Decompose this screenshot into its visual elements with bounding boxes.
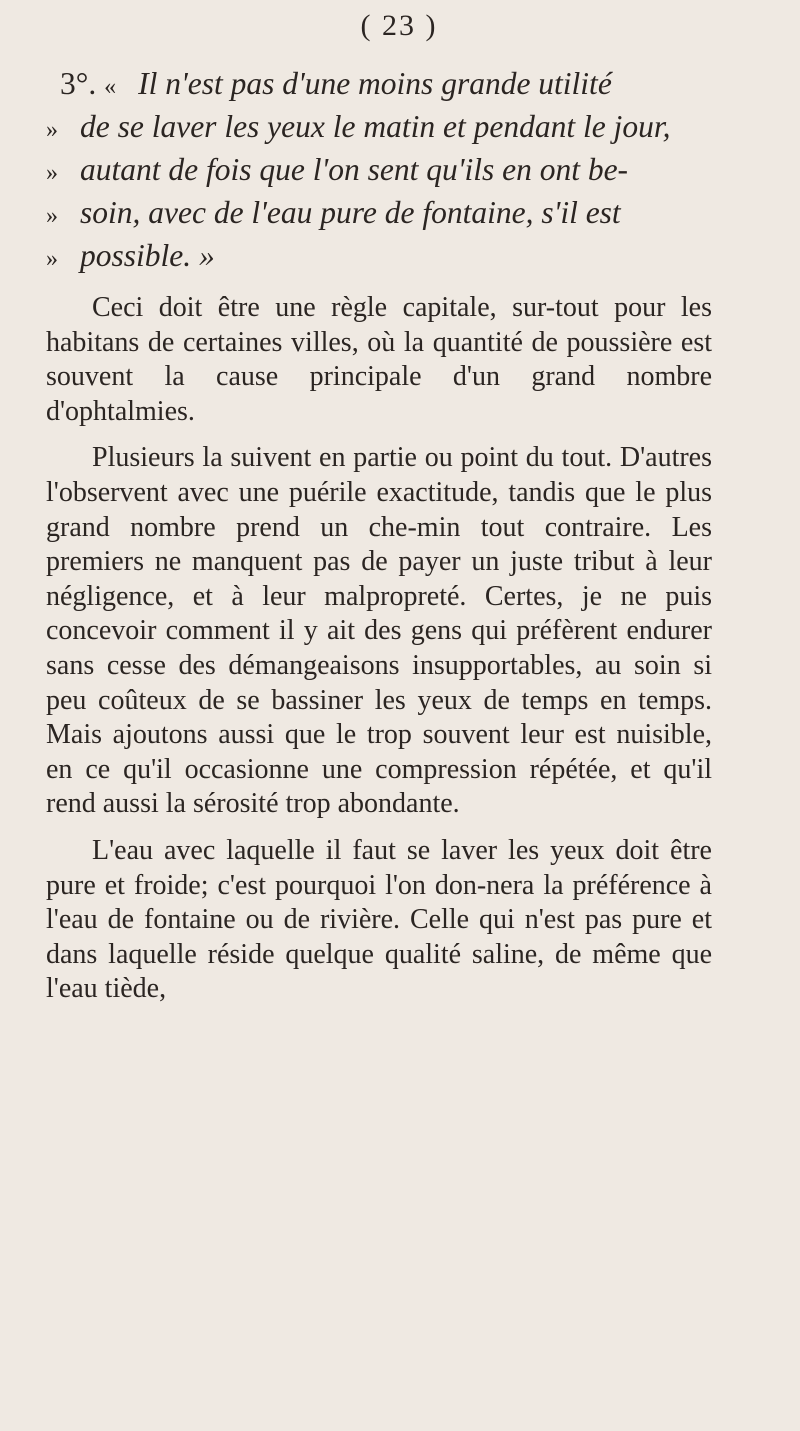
quote-mark: » — [46, 160, 58, 186]
quote-line — [46, 193, 712, 236]
quoted-passage — [46, 64, 712, 279]
quote-mark: » — [46, 246, 58, 272]
paragraph: L'eau avec laquelle il faut se laver les yeux doit être pure et froide; c'est pourquoi l'on don-nera la préférence à l'eau de fontaine ou de rivière. Celle qui n'est pas pure et dans laquelle réside quelque qualité saline, de même que l'eau tiède, — [46, 834, 712, 1005]
quote-text: possible. » — [80, 238, 215, 273]
quote-mark: « — [104, 74, 117, 100]
quote-mark: » — [46, 203, 58, 229]
quote-line — [46, 150, 712, 193]
quote-line — [46, 64, 712, 107]
paragraph: Ceci doit être une règle capitale, sur-tout pour les habitans de certaines villes, où la quantité de poussière est souvent la cause principale d'un grand nombre d'ophtalmies. — [46, 292, 712, 427]
quote-text: autant de fois que l'on sent qu'ils en ont be- — [80, 152, 629, 187]
quote-line — [46, 107, 712, 150]
page-number: ( 23 ) — [360, 9, 438, 42]
item-number: 3°. — [60, 66, 97, 101]
quote-text: de se laver les yeux le matin et pendant le jour, — [80, 109, 671, 144]
quote-text: Il n'est pas d'une moins grande utilité — [138, 66, 612, 101]
quote-text: soin, avec de l'eau pure de fontaine, s'il est — [80, 195, 621, 230]
paragraph: Plusieurs la suivent en partie ou point du tout. D'autres l'observent avec une puérile exactitude, tandis que le plus grand nombre prend un che-min tout contraire. Les premiers ne manquent pas de payer un juste tribut à leur négligence, et à leur malpropreté. Certes, je ne puis concevoir comment il y ait des gens qui préfèrent endurer sans cesse des démangeaisons insupportables, au soin si peu coûteux de se bassiner les yeux de temps en temps. Mais ajoutons aussi que le trop souvent leur est nuisible, en ce qu'il occasionne une compression répétée, et qu'il rend aussi la sérosité trop abondante. — [46, 442, 712, 820]
quote-mark: » — [46, 117, 58, 143]
quote-line — [46, 236, 712, 279]
